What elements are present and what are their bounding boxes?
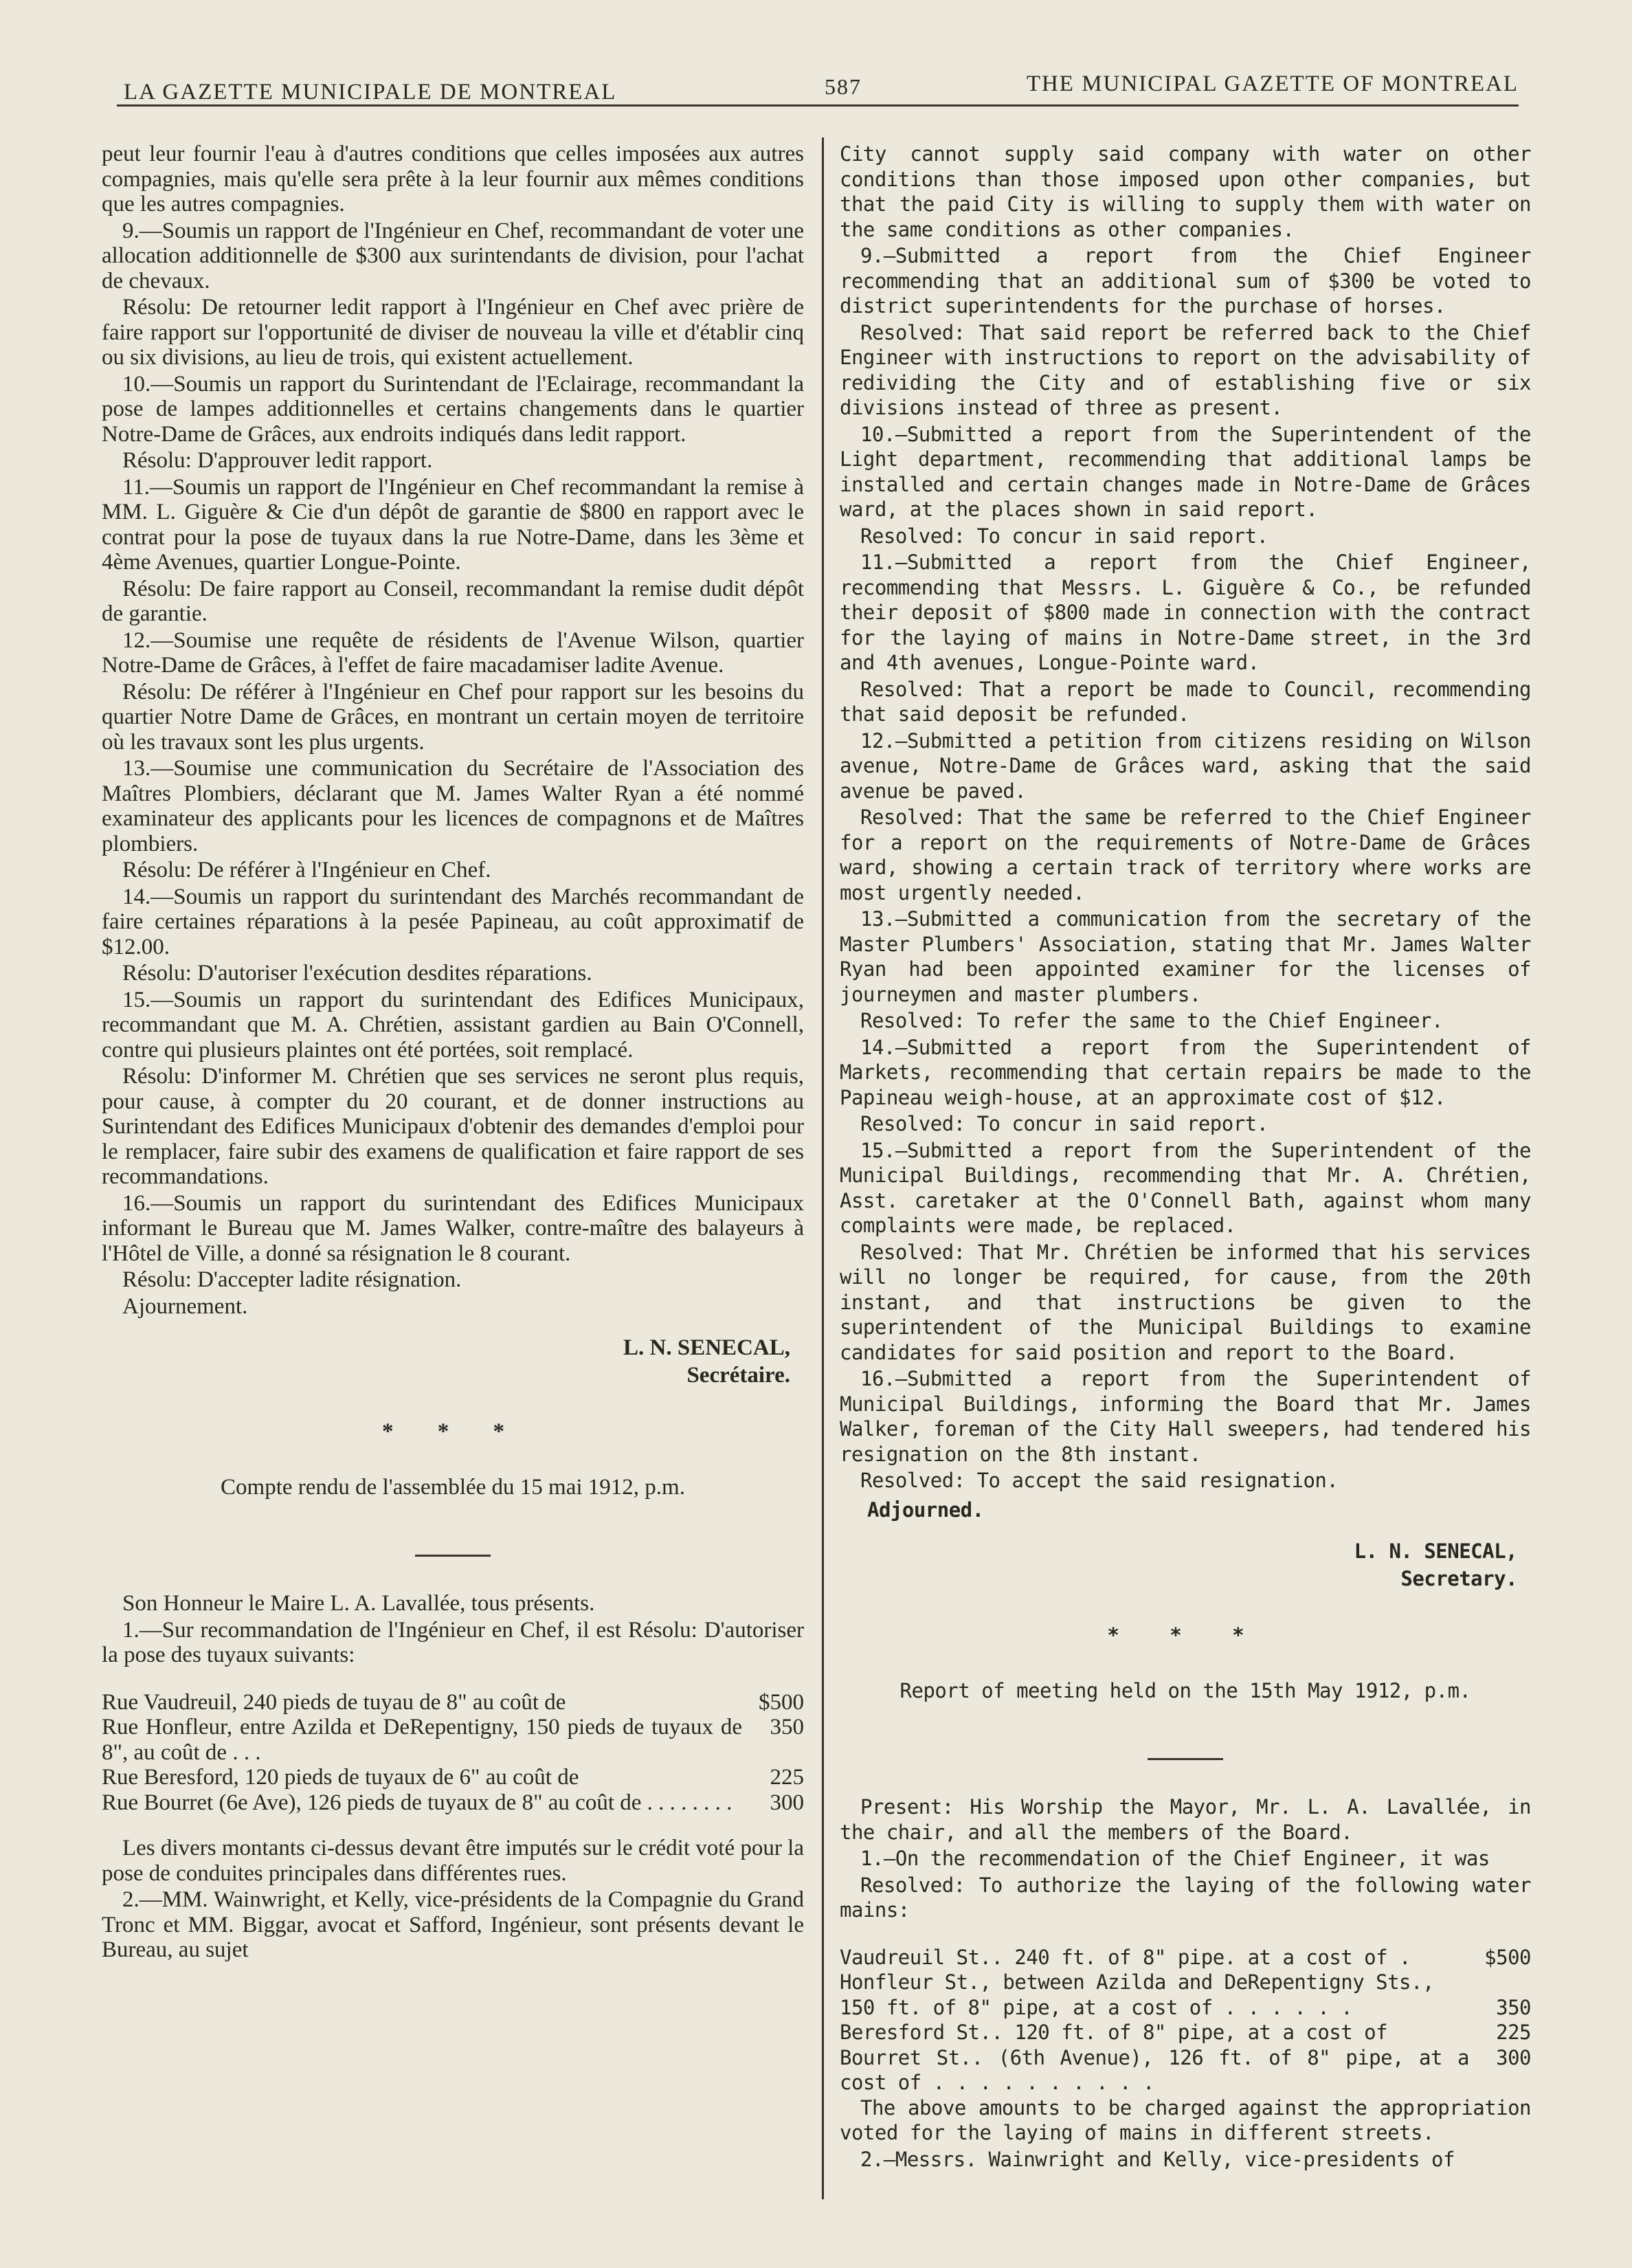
item-description: Rue Vaudreuil, 240 pieds de tuyau de 8" au coût de — [102, 1689, 566, 1715]
paragraph: 9.—Soumis un rapport de l'Ingénieur en Chef, recommandant de voter une allocation additionnelle de $300 aux surintendants de division, pour l'achat de chevaux. — [102, 218, 804, 293]
paragraph: 1.—Sur recommandation de l'Ingénieur en Chef, il est Résolu: D'autoriser la pose des tuyaux suivants: — [102, 1617, 804, 1667]
signature-title: Secrétaire. — [686, 1363, 790, 1388]
paragraph: Resolved: That a report be made to Council, recommending that said deposit be refunded. — [840, 677, 1531, 726]
item-amount: 300 — [1496, 2045, 1531, 2069]
pipe-item — [840, 2045, 1531, 2095]
paragraph: 15.—Submitted a report from the Superintendent of the Municipal Buildings, recommending that Mr. A. Chrétien, Asst. caretaker at the O'Connell Bath, against whom many complaints were made, be replaced. — [840, 1138, 1531, 1237]
paragraph: 2.—MM. Wainwright, et Kelly, vice-présidents de la Compagnie du Grand Tronc et MM. Biggar, avocat et Safford, Ingénieur, sont présents devant le Bureau, au sujet — [102, 1887, 804, 1962]
paragraph: 14.—Submitted a report from the Superintendent of Markets, recommending that certain repairs be made to the Papineau weigh-house, at an approximate cost of $12. — [840, 1035, 1531, 1109]
signature-block — [840, 1537, 1517, 1592]
french-column — [102, 142, 804, 1964]
header-french-title: LA GAZETTE MUNICIPALE DE MONTREAL — [124, 80, 617, 104]
paragraph: 1.—On the recommendation of the Chief Engineer, it was — [860, 1847, 1490, 1870]
paragraph: 12.—Submitted a petition from citizens residing on Wilson avenue, Notre-Dame de Grâces ward, asking that the said avenue be paved. — [840, 729, 1531, 803]
meeting-heading: Compte rendu de l'assemblée du 15 mai 1912, p.m. — [221, 1474, 685, 1500]
paragraph: Résolu: De faire rapport au Conseil, recommandant la remise dudit dépôt de garantie. — [102, 576, 804, 626]
paragraph: 12.—Soumise une requête de résidents de l'Avenue Wilson, quartier Notre-Dame de Grâces, à l'effet de faire macadamiser ladite Avenue. — [102, 627, 804, 678]
item-description: Honfleur St., between Azilda and DeRepentigny Sts., — [840, 1970, 1434, 1994]
paragraph: City cannot supply said company with water on other conditions than those imposed upon other companies, but that the paid City is willing to supply them with water on the same conditions as other companies. — [840, 142, 1531, 241]
paragraph: Résolu: D'informer M. Chrétien que ses services ne seront plus requis, pour cause, à compter du 20 courant, et de donner instructions au Surintendant des Edifices Municipaux d'obtenir des demandes d'emploi pour le remplacer, faire subir des examens de qualification et faire rapport de ses recommandations. — [102, 1064, 804, 1189]
item-amount: $500 — [1484, 1945, 1531, 1969]
paragraph: Son Honneur le Maire L. A. Lavallée, tous présents. — [122, 1591, 595, 1616]
signature-block — [102, 1334, 790, 1389]
item-amount — [1469, 1970, 1531, 1995]
paragraph: Resolved: That the same be referred to the Chief Engineer for a report on the requirements of Notre-Dame de Grâces ward, showing a certain track of territory where works are most urgently needed. — [840, 805, 1531, 904]
section-separator: * * * — [382, 1419, 524, 1444]
item-amount: 350 — [770, 1715, 804, 1739]
paragraph: Resolved: To authorize the laying of the following water mains: — [840, 1873, 1531, 1922]
column-divider — [822, 137, 824, 2199]
paragraph: 11.—Soumis un rapport de l'Ingénieur en Chef recommandant la remise à MM. L. Giguère & Cie d'un dépôt de garantie de $800 en rapport avec le contrat pour la pose de tuyaux dans la rue Notre-Dame, dans les 3ème et 4ème Avenues, quartier Longue-Pointe. — [102, 474, 804, 575]
paragraph: Résolu: De retourner ledit rapport à l'Ingénieur en Chef avec prière de faire rapport sur l'opportunité de diviser de nouveau la ville et d'établir cinq ou six divisions, au lieu de trois, qui existent actuellement. — [102, 295, 804, 370]
pipe-item — [102, 1790, 804, 1816]
paragraph: 10.—Soumis un rapport du Surintendant de l'Eclairage, recommandant la pose de lampes additionnelles et certains changements dans le quartier Notre-Dame de Grâces, aux endroits indiqués dans ledit rapport. — [102, 371, 804, 447]
paragraph: 14.—Soumis un rapport du surintendant des Marchés recommandant de faire certaines réparations à la pesée Papineau, au coût approximatif de $12.00. — [102, 884, 804, 959]
page-number: 587 — [825, 74, 862, 99]
item-amount: 225 — [770, 1765, 804, 1790]
paragraph: Resolved: To accept the said resignation. — [860, 1469, 1339, 1492]
pipe-item — [840, 2020, 1531, 2045]
header-rule — [117, 104, 1519, 107]
pipe-item — [840, 1995, 1531, 2021]
paragraph: Résolu: De référer à l'Ingénieur en Chef. — [122, 858, 491, 882]
paragraph: Resolved: To concur in said report. — [860, 524, 1268, 548]
paragraph: Present: His Worship the Mayor, Mr. L. A. Lavallée, in the chair, and all the members of the Board. — [840, 1795, 1531, 1844]
meeting-heading: Report of meeting held on the 15th May 1912, p.m. — [899, 1678, 1471, 1702]
paragraph: Résolu: D'autoriser l'exécution desdites réparations. — [122, 961, 592, 986]
paragraph: Resolved: To refer the same to the Chief Engineer. — [860, 1009, 1443, 1032]
paragraph: 10.—Submitted a report from the Superintendent of the Light department, recommending that additional lamps be installed and certain changes made in Notre-Dame de Grâces ward, at the places shown in said report. — [840, 422, 1531, 521]
page-header — [124, 69, 1519, 110]
paragraph: Résolu: D'accepter ladite résignation. — [122, 1267, 462, 1292]
pipe-item — [102, 1765, 804, 1790]
item-amount: 300 — [770, 1790, 804, 1815]
pipe-item — [840, 1945, 1531, 1970]
paragraph: Résolu: De référer à l'Ingénieur en Chef pour rapport sur les besoins du quartier Notre Dame de Grâces, en montrant un certain moyen de territoire où les travaux sont les plus urgents. — [102, 679, 804, 755]
item-description: Rue Beresford, 120 pieds de tuyaux de 6" au coût de — [102, 1765, 579, 1790]
paragraph: Resolved: That Mr. Chrétien be informed that his services will no longer be required, for cause, from the 20th instant, and that instructions be given to the superintendent of the Municipal Buildings to examine candidates for said position and report to the Board. — [840, 1240, 1531, 1364]
paragraph: 11.—Submitted a report from the Chief Engineer, recommending that Messrs. L. Giguère & Co., be refunded their deposit of $800 made in connection with the contract for the laying of mains in Notre-Dame street, in the 3rd and 4th avenues, Longue-Pointe ward. — [840, 551, 1531, 674]
section-separator: * * * — [1107, 1623, 1264, 1647]
paragraph: peut leur fournir l'eau à d'autres conditions que celles imposées aux autres compagnies, mais qu'elle sera prête à la leur fournir aux mêmes conditions que les autres compagnies. — [102, 142, 804, 216]
signature-name: L. N. SENECAL, — [1354, 1539, 1517, 1563]
spacer — [102, 1815, 804, 1836]
paragraph: Resolved: That said report be referred back to the Chief Engineer with instructions to report on the advisability of redividing the City and of establishing five or six divisions instead of three as present. — [840, 320, 1531, 419]
paragraph: Les divers montants ci-dessus devant être imputés sur le crédit voté pour la pose de conduites principales dans différentes rues. — [102, 1836, 804, 1886]
header-english-title: THE MUNICIPAL GAZETTE OF MONTREAL — [1026, 71, 1519, 96]
paragraph: 13.—Soumise une communication du Secrétaire de l'Association des Maîtres Plombiers, déclarant que M. James Walter Ryan a été nommé examinateur des applicants pour les licences de compagnons et de Maîtres plombiers. — [102, 756, 804, 856]
adjournment: Ajournement. — [122, 1293, 248, 1319]
paragraph: 2.—Messrs. Wainwright and Kelly, vice-presidents of — [860, 2147, 1455, 2171]
paragraph: 15.—Soumis un rapport du surintendant des Edifices Municipaux, recommandant que M. A. Chrétien, assistant gardien au Bain O'Connell, contre qui plusieurs plaintes ont été portées, soit remplacé. — [102, 987, 804, 1063]
paragraph: Résolu: D'approuver ledit rapport. — [122, 448, 433, 473]
item-description: Rue Bourret (6e Ave), 126 pieds de tuyaux de 8" au coût de . . . . . . . . — [102, 1790, 733, 1815]
item-description: Bourret St.. (6th Avenue), 126 ft. of 8" pipe, at a cost of . . . . . . . . . . — [840, 2045, 1469, 2094]
item-description: 150 ft. of 8" pipe, at a cost of . . . . . . — [840, 1995, 1353, 2019]
signature-title: Secretary. — [1400, 1567, 1517, 1590]
pipe-item — [840, 1970, 1531, 1995]
item-amount: 350 — [1496, 1995, 1531, 2019]
pipe-item — [102, 1690, 804, 1715]
item-amount: 225 — [1496, 2021, 1531, 2044]
paragraph: 9.—Submitted a report from the Chief Engineer recommending that an additional sum of $300 be voted to district superintendents for the purchase of horses. — [840, 244, 1531, 318]
spacer — [840, 1924, 1531, 1945]
adjournment: Adjourned. — [867, 1498, 984, 1522]
short-rule — [1148, 1758, 1223, 1760]
item-amount: $500 — [759, 1689, 804, 1715]
signature-name: L. N. SENECAL, — [623, 1335, 790, 1360]
paragraph: The above amounts to be charged against the appropriation voted for the laying of mains in different streets. — [840, 2095, 1531, 2144]
item-description: Rue Honfleur, entre Azilda et DeRepentigny, 150 pieds de tuyaux de 8", au coût de . . . — [102, 1715, 742, 1765]
english-column — [840, 142, 1531, 2173]
paragraph: Resolved: To concur in said report. — [860, 1112, 1268, 1135]
paragraph: 16.—Soumis un rapport du surintendant des Edifices Municipaux informant le Bureau que M. James Walker, contre-maître des balayeurs à l'Hôtel de Ville, a donné sa résignation le 8 courant. — [102, 1190, 804, 1266]
short-rule — [415, 1555, 491, 1557]
spacer — [102, 1669, 804, 1690]
pipe-item — [102, 1715, 804, 1765]
paragraph: 13.—Submitted a communication from the secretary of the Master Plumbers' Association, stating that Mr. James Walter Ryan had been appointed examiner for the licenses of journeymen and master plumbers. — [840, 907, 1531, 1006]
item-description: Beresford St.. 120 ft. of 8" pipe, at a cost of — [840, 2021, 1388, 2044]
paragraph: 16.—Submitted a report from the Superintendent of Municipal Buildings, informing the Board that Mr. James Walker, foreman of the City Hall sweepers, had tendered his resignation on the 8th instant. — [840, 1367, 1531, 1466]
item-description: Vaudreuil St.. 240 ft. of 8" pipe. at a cost of . — [840, 1945, 1411, 1969]
